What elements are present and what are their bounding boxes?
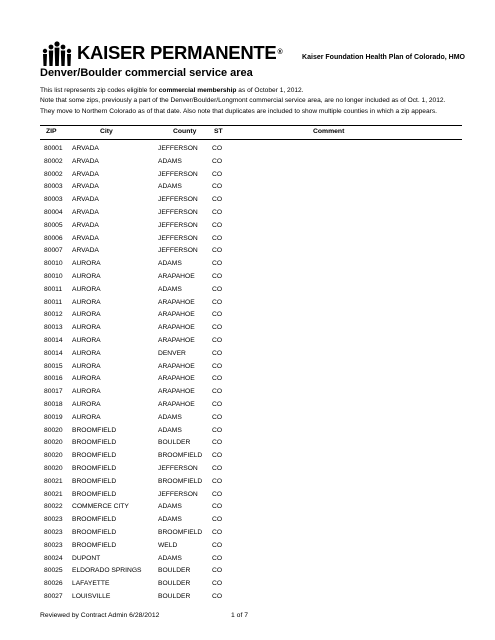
- cell-zip: 80023: [44, 541, 63, 549]
- kaiser-people-logo-icon: [40, 40, 74, 66]
- cell-st: CO: [212, 503, 223, 511]
- table-row: [40, 527, 460, 540]
- cell-zip: 80023: [44, 516, 63, 524]
- cell-county: JEFFERSON: [158, 145, 198, 152]
- cell-county: ARAPAHOE: [158, 311, 195, 319]
- cell-zip: 80015: [44, 362, 63, 370]
- cell-city: AURORA: [72, 388, 101, 396]
- cell-st: CO: [212, 477, 223, 485]
- table-row: [40, 450, 460, 463]
- cell-st: CO: [212, 285, 223, 293]
- table-row: [40, 540, 460, 553]
- cell-county: BROOMFIELD: [158, 477, 203, 485]
- cell-city: BROOMFIELD: [72, 452, 117, 460]
- cell-zip: 80003: [44, 183, 63, 191]
- cell-city: BROOMFIELD: [72, 477, 117, 485]
- table-row: [40, 591, 460, 604]
- cell-st: CO: [212, 349, 223, 357]
- cell-county: JEFFERSON: [158, 170, 198, 178]
- cell-st: CO: [212, 426, 223, 434]
- cell-city: AURORA: [72, 311, 101, 319]
- cell-county: JEFFERSON: [158, 490, 198, 498]
- cell-st: CO: [212, 247, 223, 255]
- cell-zip: 80020: [44, 426, 63, 434]
- cell-city: BROOMFIELD: [72, 528, 117, 536]
- table-row: [40, 245, 460, 258]
- cell-zip: 80003: [44, 196, 63, 204]
- review-note: Reviewed by Contract Admin 6/28/2012: [40, 612, 160, 619]
- table-row: [40, 514, 460, 527]
- cell-city: DUPONT: [72, 554, 101, 562]
- cell-st: CO: [212, 592, 223, 600]
- intro-note: Note that some zips, previously a part of the Denver/Boulder/Longmont commercial service area, are no longer included as of Oct. 1, 2012. They move to Northern Colorado as of that date. Also note that duplicates are included to show multiple counties in which a zip appears.: [40, 97, 446, 115]
- cell-county: ARAPAHOE: [158, 298, 195, 306]
- table-row: [40, 169, 460, 182]
- cell-st: CO: [212, 375, 223, 383]
- cell-city: ARVADA: [72, 234, 99, 242]
- cell-city: ARVADA: [72, 145, 99, 152]
- cell-county: JEFFERSON: [158, 234, 198, 242]
- header-divider-bottom: [40, 139, 462, 140]
- table-row: [40, 437, 460, 450]
- table-row: [40, 143, 460, 156]
- cell-city: BROOMFIELD: [72, 426, 117, 434]
- column-header-county: County: [173, 128, 197, 135]
- cell-county: ADAMS: [158, 285, 182, 293]
- cell-county: ARAPAHOE: [158, 272, 195, 280]
- cell-st: CO: [212, 298, 223, 306]
- cell-county: ADAMS: [158, 413, 182, 421]
- cell-zip: 80020: [44, 452, 63, 460]
- cell-city: LAFAYETTE: [72, 580, 110, 588]
- cell-st: CO: [212, 157, 223, 165]
- cell-zip: 80022: [44, 503, 63, 511]
- kaiser-logo: [40, 40, 282, 66]
- cell-st: CO: [212, 145, 223, 152]
- cell-county: BROOMFIELD: [158, 528, 203, 536]
- cell-county: ADAMS: [158, 426, 182, 434]
- cell-st: CO: [212, 234, 223, 242]
- cell-st: CO: [212, 260, 223, 268]
- cell-zip: 80016: [44, 375, 63, 383]
- cell-st: CO: [212, 196, 223, 204]
- cell-county: BROOMFIELD: [158, 452, 203, 460]
- cell-city: ARVADA: [72, 221, 99, 229]
- cell-zip: 80017: [44, 388, 63, 396]
- cell-city: ARVADA: [72, 183, 99, 191]
- cell-city: AURORA: [72, 298, 101, 306]
- page-title: Denver/Boulder commercial service area: [40, 67, 253, 79]
- cell-st: CO: [212, 324, 223, 332]
- cell-county: ADAMS: [158, 260, 182, 268]
- table-row: [40, 386, 460, 399]
- cell-zip: 80019: [44, 413, 63, 421]
- cell-city: BROOMFIELD: [72, 490, 117, 498]
- cell-st: CO: [212, 311, 223, 319]
- cell-city: COMMERCE CITY: [72, 503, 129, 511]
- cell-st: CO: [212, 516, 223, 524]
- document-header: [40, 38, 465, 68]
- cell-city: AURORA: [72, 413, 101, 421]
- cell-city: AURORA: [72, 324, 101, 332]
- cell-county: BOULDER: [158, 439, 191, 447]
- cell-st: CO: [212, 580, 223, 588]
- cell-zip: 80005: [44, 221, 63, 229]
- cell-zip: 80026: [44, 580, 63, 588]
- cell-county: ARAPAHOE: [158, 400, 195, 408]
- cell-st: CO: [212, 554, 223, 562]
- cell-county: ADAMS: [158, 554, 182, 562]
- cell-county: ADAMS: [158, 183, 182, 191]
- cell-city: ELDORADO SPRINGS: [72, 567, 142, 575]
- table-row: [40, 578, 460, 591]
- cell-city: BROOMFIELD: [72, 541, 117, 549]
- table-row: [40, 181, 460, 194]
- cell-st: CO: [212, 272, 223, 280]
- cell-zip: 80010: [44, 272, 63, 280]
- cell-st: CO: [212, 208, 223, 216]
- cell-city: ARVADA: [72, 170, 99, 178]
- cell-st: CO: [212, 388, 223, 396]
- cell-zip: 80020: [44, 439, 63, 447]
- cell-county: JEFFERSON: [158, 464, 198, 472]
- cell-st: CO: [212, 413, 223, 421]
- cell-st: CO: [212, 362, 223, 370]
- table-row: [40, 412, 460, 425]
- cell-st: CO: [212, 490, 223, 498]
- cell-county: ARAPAHOE: [158, 362, 195, 370]
- organization-name: Kaiser Foundation Health Plan of Colorado, HMO: [302, 54, 465, 61]
- table-row: [40, 361, 460, 374]
- column-header-st: ST: [214, 128, 223, 135]
- table-row: [40, 309, 460, 322]
- table-row: [40, 399, 460, 412]
- cell-zip: 80014: [44, 336, 63, 344]
- cell-city: AURORA: [72, 336, 101, 344]
- table-row: [40, 194, 460, 207]
- table-row: [40, 284, 460, 297]
- cell-st: CO: [212, 170, 223, 178]
- cell-zip: 80027: [44, 592, 63, 600]
- cell-county: WELD: [158, 541, 178, 549]
- table-row: [40, 565, 460, 578]
- cell-city: AURORA: [72, 400, 101, 408]
- cell-city: ARVADA: [72, 196, 99, 204]
- table-row: [40, 425, 460, 438]
- cell-zip: 80002: [44, 157, 63, 165]
- table-row: [40, 322, 460, 335]
- table-row: [40, 373, 460, 386]
- cell-st: CO: [212, 183, 223, 191]
- cell-st: CO: [212, 464, 223, 472]
- cell-county: ARAPAHOE: [158, 375, 195, 383]
- cell-st: CO: [212, 400, 223, 408]
- table-row: [40, 271, 460, 284]
- cell-county: ADAMS: [158, 516, 182, 524]
- cell-zip: 80004: [44, 208, 63, 216]
- cell-county: BOULDER: [158, 567, 191, 575]
- table-row: [40, 335, 460, 348]
- cell-city: AURORA: [72, 375, 101, 383]
- cell-county: JEFFERSON: [158, 208, 198, 216]
- cell-county: JEFFERSON: [158, 196, 198, 204]
- intro-text: [40, 86, 460, 116]
- table-header: [40, 128, 460, 138]
- cell-st: CO: [212, 336, 223, 344]
- cell-county: BOULDER: [158, 580, 191, 588]
- cell-county: ARAPAHOE: [158, 324, 195, 332]
- cell-zip: 80006: [44, 234, 63, 242]
- cell-zip: 80010: [44, 260, 63, 268]
- cell-county: ADAMS: [158, 503, 182, 511]
- cell-county: DENVER: [158, 349, 186, 357]
- table-row: [40, 156, 460, 169]
- cell-city: ARVADA: [72, 157, 99, 165]
- cell-st: CO: [212, 567, 223, 575]
- cell-zip: 80014: [44, 349, 63, 357]
- cell-city: ARVADA: [72, 247, 99, 255]
- table-row: [40, 463, 460, 476]
- cell-city: LOUISVILLE: [72, 592, 111, 600]
- table-row: [40, 220, 460, 233]
- cell-city: AURORA: [72, 272, 101, 280]
- table-row: [40, 233, 460, 246]
- cell-zip: 80018: [44, 400, 63, 408]
- cell-county: JEFFERSON: [158, 221, 198, 229]
- intro-line: This list represents zip codes eligible for commercial membership as of October 1, 2012.: [40, 87, 304, 94]
- cell-st: CO: [212, 541, 223, 549]
- cell-city: BROOMFIELD: [72, 464, 117, 472]
- cell-county: JEFFERSON: [158, 247, 198, 255]
- cell-zip: 80011: [44, 285, 63, 293]
- column-header-city: City: [100, 128, 113, 135]
- table-row: [40, 489, 460, 502]
- cell-city: BROOMFIELD: [72, 516, 117, 524]
- cell-zip: 80023: [44, 528, 63, 536]
- cell-city: AURORA: [72, 285, 101, 293]
- table-row: [40, 553, 460, 566]
- page-number: 1 of 7: [231, 612, 249, 619]
- cell-city: BROOMFIELD: [72, 439, 117, 447]
- cell-zip: 80012: [44, 311, 63, 319]
- cell-county: BOULDER: [158, 592, 191, 600]
- cell-zip: 80021: [44, 477, 63, 485]
- cell-city: AURORA: [72, 362, 101, 370]
- cell-zip: 80011: [44, 298, 63, 306]
- cell-zip: 80025: [44, 567, 63, 575]
- cell-city: AURORA: [72, 260, 101, 268]
- table-row: [40, 297, 460, 310]
- cell-st: CO: [212, 439, 223, 447]
- cell-zip: 80020: [44, 464, 63, 472]
- column-header-comment: Comment: [313, 128, 345, 135]
- cell-zip: 80001: [44, 145, 63, 152]
- logo-wordmark: KAISER PERMANENTE®: [77, 42, 283, 63]
- table-row: [40, 476, 460, 489]
- cell-city: AURORA: [72, 349, 101, 357]
- table-row: [40, 501, 460, 514]
- cell-county: ADAMS: [158, 157, 182, 165]
- cell-zip: 80007: [44, 247, 63, 255]
- cell-zip: 80024: [44, 554, 63, 562]
- cell-zip: 80002: [44, 170, 63, 178]
- cell-zip: 80021: [44, 490, 63, 498]
- cell-st: CO: [212, 452, 223, 460]
- zip-table: [40, 143, 460, 604]
- cell-zip: 80013: [44, 324, 63, 332]
- header-divider-top: [40, 125, 462, 126]
- table-row: [40, 258, 460, 271]
- table-row: [40, 348, 460, 361]
- cell-county: ARAPAHOE: [158, 388, 195, 396]
- cell-city: ARVADA: [72, 208, 99, 216]
- column-header-zip: ZIP: [46, 128, 57, 135]
- cell-st: CO: [212, 221, 223, 229]
- cell-county: ARAPAHOE: [158, 336, 195, 344]
- table-row: [40, 207, 460, 220]
- cell-st: CO: [212, 528, 223, 536]
